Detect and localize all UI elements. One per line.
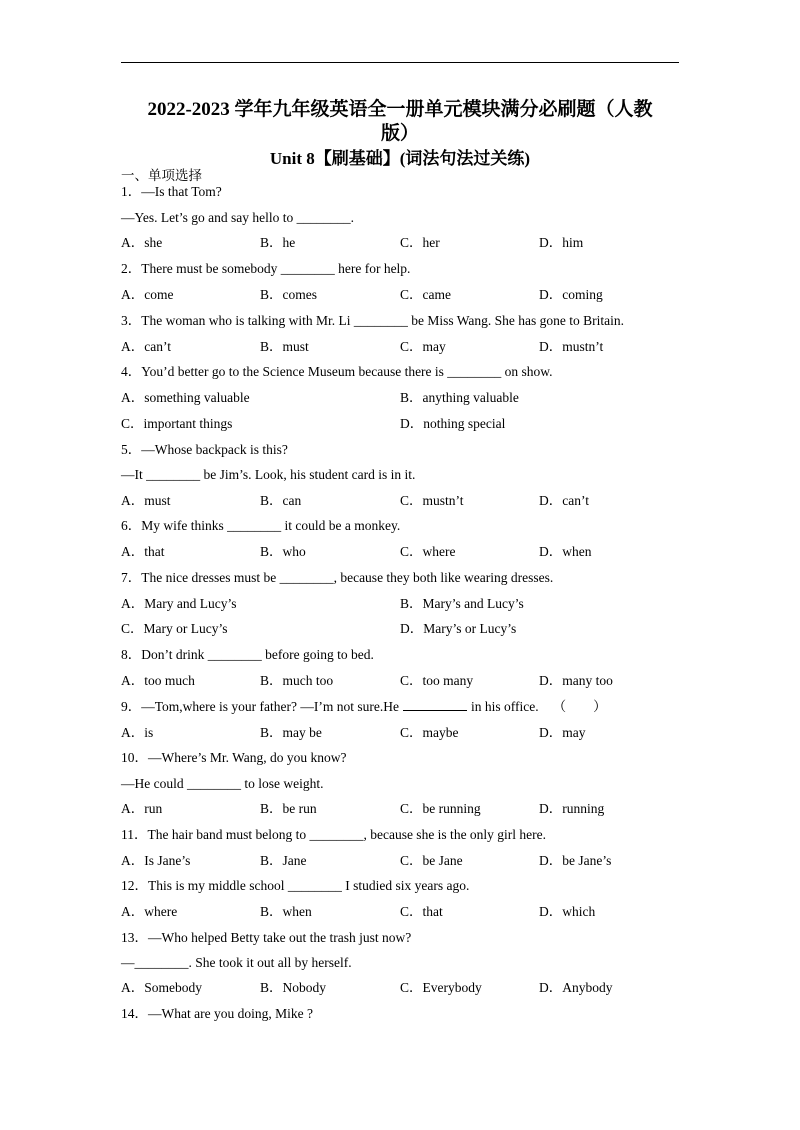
question-7-stem: 7．The nice dresses must be ________, because they both like wearing dresses. (121, 570, 554, 585)
question-3-stem: 3．The woman who is talking with Mr. Li ________ be Miss Wang. She has gone to Britain. (121, 313, 625, 328)
question-1-option-a: A．she (121, 235, 163, 250)
question-4-option-d: D．nothing special (400, 416, 506, 431)
question-12-stem: 12．This is my middle school ________ I studied six years ago. (121, 878, 470, 893)
question-4-option-c: C．important things (121, 416, 233, 431)
question-4-option-a: A．something valuable (121, 390, 250, 405)
question-5-option-c: C．mustn’t (400, 493, 464, 508)
question-3-option-a: A．can’t (121, 339, 171, 354)
question-4-stem: 4．You’d better go to the Science Museum because there is ________ on show. (121, 364, 553, 379)
question-3-option-d: D．mustn’t (539, 339, 604, 354)
question-12-option-a: A．where (121, 904, 178, 919)
document-title-line-1: 2022-2023 学年九年级英语全一册单元模块满分必刷题（人教 (147, 99, 653, 120)
question-1-option-b: B．he (260, 235, 296, 250)
question-2-option-b: B．comes (260, 287, 317, 302)
header-rule (121, 62, 679, 63)
question-13-stem: —________. She took it out all by herself. (121, 955, 352, 970)
question-11-option-d: D．be Jane’s (539, 853, 612, 868)
question-3-option-b: B．must (260, 339, 309, 354)
question-7-option-c: C．Mary or Lucy’s (121, 621, 228, 636)
question-9-option-c: C．maybe (400, 725, 459, 740)
question-14-stem: 14．—What are you doing, Mike ? (121, 1006, 313, 1021)
question-9-option-d: D．may (539, 725, 586, 740)
question-9-stem (121, 698, 607, 716)
question-9-stem-part-2: in his office. (470, 699, 539, 714)
question-6-option-d: D．when (539, 544, 592, 559)
question-13-option-b: B．Nobody (260, 980, 327, 995)
question-7-option-d: D．Mary’s or Lucy’s (400, 621, 517, 636)
question-6-stem: 6．My wife thinks ________ it could be a monkey. (121, 518, 401, 533)
question-5-option-b: B．can (260, 493, 302, 508)
question-9-stem-part-1: 9．—Tom,where is your father? —I’m not sure.He (121, 699, 399, 714)
question-5-stem: 5．—Whose backpack is this? (121, 442, 288, 457)
question-8-option-c: C．too many (400, 673, 474, 688)
question-6-option-c: C．where (400, 544, 456, 559)
question-7-option-b: B．Mary’s and Lucy’s (400, 596, 524, 611)
answer-parentheses: （ ） (552, 699, 607, 714)
question-12-option-d: D．which (539, 904, 596, 919)
question-8-option-b: B．much too (260, 673, 334, 688)
question-10-option-d: D．running (539, 801, 605, 816)
question-6-option-a: A．that (121, 544, 165, 559)
document-subtitle: Unit 8【刷基础】(词法句法过关练) (269, 149, 531, 168)
question-8-option-a: A．too much (121, 673, 195, 688)
question-13-option-a: A．Somebody (121, 980, 202, 995)
question-11-option-c: C．be Jane (400, 853, 463, 868)
question-9-option-a: A．is (121, 725, 154, 740)
question-4-option-b: B．anything valuable (400, 390, 519, 405)
question-10-stem: —He could ________ to lose weight. (121, 776, 324, 791)
question-1-option-c: C．her (400, 235, 440, 250)
question-1-stem: 1．—Is that Tom? (121, 184, 222, 199)
question-10-option-b: B．be run (260, 801, 317, 816)
question-2-option-d: D．coming (539, 287, 603, 302)
question-12-option-b: B．when (260, 904, 312, 919)
question-13-option-c: C．Everybody (400, 980, 482, 995)
question-6-option-b: B．who (260, 544, 306, 559)
question-8-option-d: D．many too (539, 673, 613, 688)
question-8-stem: 8．Don’t drink ________ before going to bed. (121, 647, 374, 662)
answer-blank (403, 698, 467, 711)
question-13-option-d: D．Anybody (539, 980, 613, 995)
question-5-option-a: A．must (121, 493, 171, 508)
question-10-stem: 10．—Where’s Mr. Wang, do you know? (121, 750, 347, 765)
question-9-option-b: B．may be (260, 725, 322, 740)
question-10-option-a: A．run (121, 801, 163, 816)
question-7-option-a: A．Mary and Lucy’s (121, 596, 237, 611)
question-10-option-c: C．be running (400, 801, 481, 816)
question-2-option-a: A．come (121, 287, 174, 302)
question-12-option-c: C．that (400, 904, 443, 919)
question-11-stem: 11．The hair band must belong to ________, because she is the only girl here. (121, 827, 547, 842)
question-1-option-d: D．him (539, 235, 584, 250)
question-11-option-b: B．Jane (260, 853, 307, 868)
question-13-stem: 13．—Who helped Betty take out the trash just now? (121, 930, 412, 945)
question-2-option-c: C．came (400, 287, 451, 302)
question-1-stem: —Yes. Let’s go and say hello to ________. (121, 210, 354, 225)
question-2-stem: 2．There must be somebody ________ here for help. (121, 261, 411, 276)
document-title-line-2: 版） (380, 123, 419, 144)
section-title: 一、单项选择 (121, 168, 202, 183)
question-3-option-c: C．may (400, 339, 446, 354)
question-5-stem: —It ________ be Jim’s. Look, his student card is in it. (121, 467, 416, 482)
question-11-option-a: A．Is Jane’s (121, 853, 191, 868)
question-5-option-d: D．can’t (539, 493, 589, 508)
